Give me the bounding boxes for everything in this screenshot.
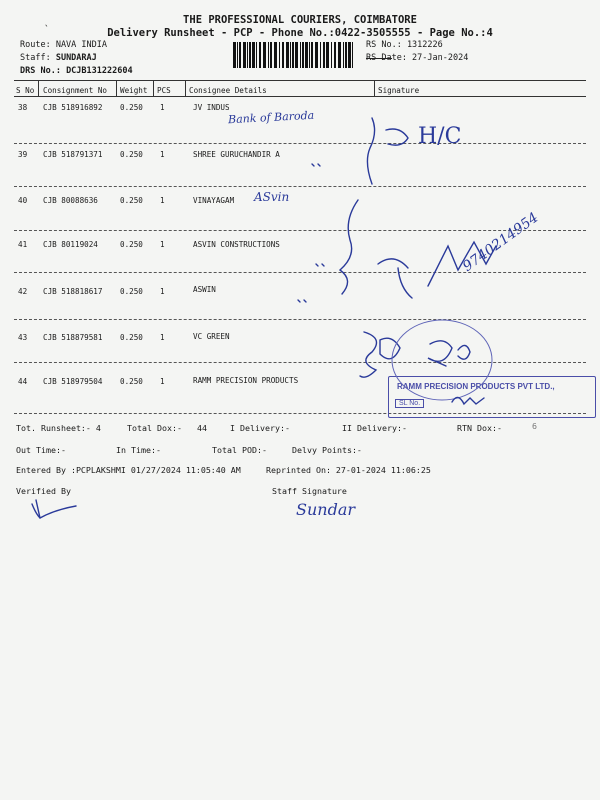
weight: 0.250	[120, 150, 143, 159]
stamp-line-1: RAMM PRECISION PRODUCTS PVT LTD.,	[397, 382, 555, 391]
sno: 41	[18, 240, 28, 249]
pcs: 1	[160, 333, 165, 342]
consignment-no: CJB 518791371	[43, 150, 103, 159]
verified-by: Verified By	[16, 486, 71, 496]
consignee: VC GREEN	[193, 332, 230, 341]
consignment-no: CJB 80088636	[43, 196, 98, 205]
pcs: 1	[160, 150, 165, 159]
staff-signature-scrawl: Sundar	[296, 500, 355, 519]
rtn-dox-value: 6	[532, 421, 537, 431]
total-dox-label: Total Dox:-	[127, 423, 182, 433]
delvy-points: Delvy Points:-	[292, 445, 362, 455]
sno: 42	[18, 287, 28, 296]
consignee: RAMM PRECISION PRODUCTS	[193, 376, 299, 385]
rs-number: RS No.: 1312226	[366, 40, 443, 50]
company-title: THE PROFESSIONAL COURIERS, COIMBATORE	[183, 14, 417, 26]
rtn-dox-label: RTN Dox:-	[457, 423, 502, 433]
total-pod: Total POD:-	[212, 445, 267, 455]
pcs: 1	[160, 196, 165, 205]
handwritten-phone: 9740214954	[460, 209, 542, 275]
weight: 0.250	[120, 287, 143, 296]
drs-label: DRS No.:	[20, 66, 67, 76]
col-sno: S No	[16, 86, 35, 95]
col-consignment: Consignment No	[43, 86, 108, 95]
consignee: JV INDUS	[193, 103, 230, 112]
tot-runsheet: Tot. Runsheet:- 4	[16, 423, 101, 433]
consignment-no: CJB 518879581	[43, 333, 103, 342]
sno: 40	[18, 196, 28, 205]
reprinted-on: Reprinted On: 27-01-2024 11:06:25	[266, 465, 431, 475]
consignment-no: CJB 80119024	[43, 240, 98, 249]
consignment-no: CJB 518979504	[43, 377, 103, 386]
handwritten-asvin: ASvin	[254, 190, 290, 204]
staff-signature-label: Staff Signature	[272, 486, 347, 496]
sno: 43	[18, 333, 28, 342]
stamp-line-2: SL No.	[395, 399, 424, 408]
weight: 0.250	[120, 240, 143, 249]
pcs: 1	[160, 377, 165, 386]
total-dox-value: 44	[197, 423, 207, 433]
ii-delivery: II Delivery:-	[342, 423, 407, 433]
i-delivery: I Delivery:-	[230, 423, 290, 433]
consignment-no: CJB 518818617	[43, 287, 103, 296]
drs-value: DCJB131222604	[66, 66, 133, 76]
weight: 0.250	[120, 377, 143, 386]
consignee: SHREE GURUCHANDIR A	[193, 150, 280, 159]
sno: 38	[18, 103, 28, 112]
entered-by: Entered By :PCPLAKSHMI 01/27/2024 11:05:40 AM	[16, 465, 241, 475]
col-pcs: PCS	[157, 86, 171, 95]
staff-value: SUNDARAJ	[55, 53, 97, 63]
tick-mark: `	[44, 25, 50, 35]
pcs: 1	[160, 287, 165, 296]
in-time: In Time:-	[116, 445, 161, 455]
consignee: VINAYAGAM	[193, 196, 235, 205]
route-label: Route: NAVA INDIA	[20, 40, 107, 50]
consignee: ASWIN	[193, 285, 216, 294]
handwritten-hc: H/C	[418, 124, 462, 149]
out-time: Out Time:-	[16, 445, 66, 455]
staff-label: Staff:	[20, 53, 56, 63]
col-signature: Signature	[378, 86, 420, 95]
pcs: 1	[160, 103, 165, 112]
weight: 0.250	[120, 333, 143, 342]
col-weight: Weight	[120, 86, 148, 95]
runsheet-subtitle: Delivery Runsheet - PCP - Phone No.:0422-3505555 - Page No.:4	[107, 27, 493, 39]
weight: 0.250	[120, 196, 143, 205]
consignment-no: CJB 518916892	[43, 103, 103, 112]
weight: 0.250	[120, 103, 143, 112]
consignee: ASVIN CONSTRUCTIONS	[193, 240, 280, 249]
col-consignee: Consignee Details	[189, 86, 267, 95]
pcs: 1	[160, 240, 165, 249]
handwritten-bank: Bank of Baroda	[227, 108, 315, 127]
rs-date: RS Date: 27-Jan-2024	[366, 53, 469, 63]
sno: 44	[18, 377, 28, 386]
sno: 39	[18, 150, 28, 159]
